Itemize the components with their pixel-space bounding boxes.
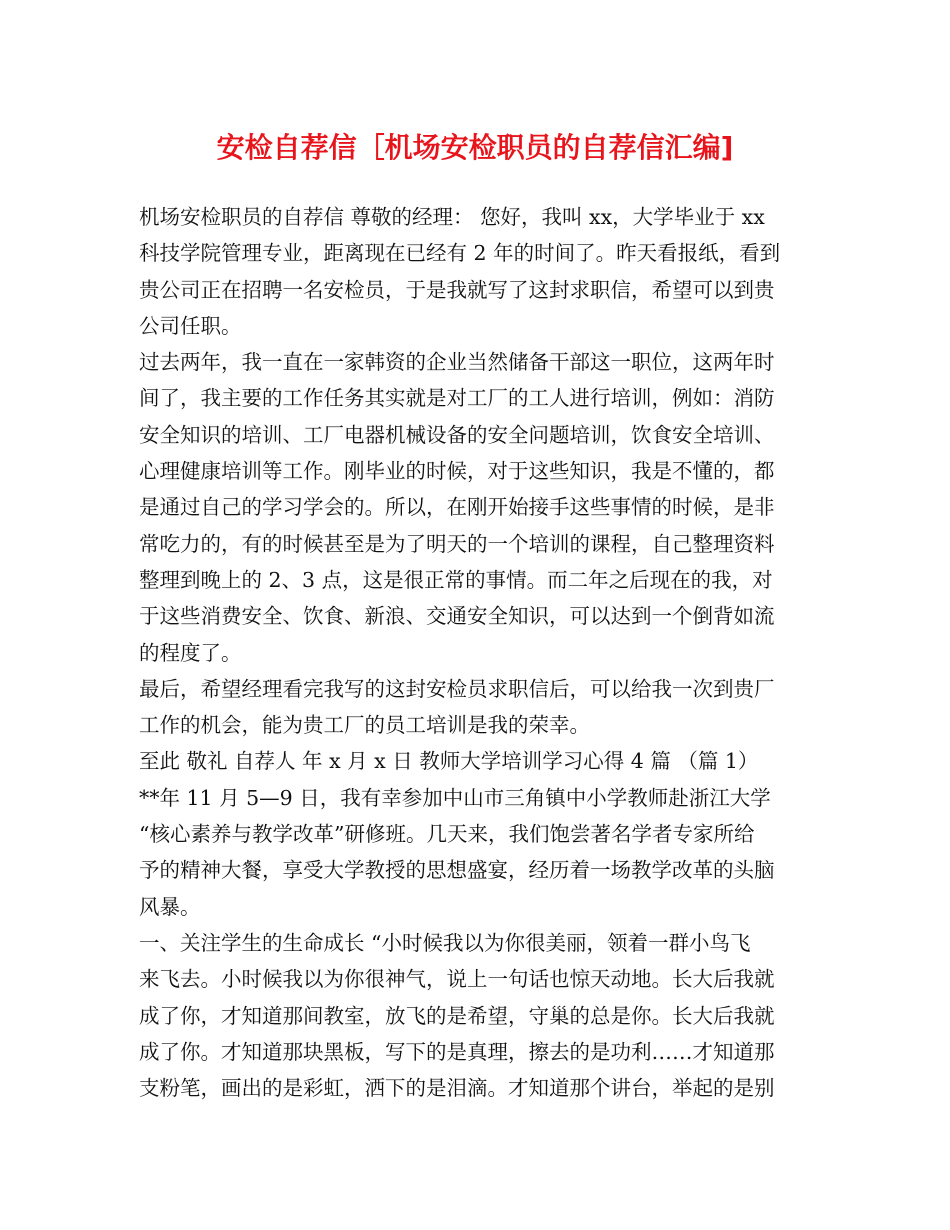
body-line: 公司任职。 bbox=[139, 313, 242, 338]
body-line: 的程度了。 bbox=[139, 640, 242, 665]
body-line: 工作的机会，能为贵工厂的员工培训是我的荣幸。 bbox=[139, 713, 590, 738]
body-line: 机场安检职员的自荐信 尊敬的经理： 您好，我叫 xx，大学毕业于 xx bbox=[139, 205, 765, 229]
body-line: 过去两年，我一直在一家韩资的企业当然储备干部这一职位，这两年时 bbox=[139, 350, 775, 375]
body-line: 成了你，才知道那间教室，放飞的是希望，守巢的总是你。长大后我就 bbox=[139, 1003, 775, 1028]
body-line: 常吃力的，有的时候甚至是为了明天的一个培训的课程，自己整理资料 bbox=[139, 531, 775, 556]
body-line: 科技学院管理专业，距离现在已经有 2 年的时间了。昨天看报纸，看到 bbox=[139, 241, 781, 266]
body-line: **年 11 月 5—9 日，我有幸参加中山市三角镇中小学教师赴浙江大学 bbox=[139, 785, 771, 810]
body-line: 至此 敬礼 自荐人 年 x 月 x 日 教师大学培训学习心得 4 篇 （篇 1） bbox=[139, 749, 759, 774]
body-line: 整理到晚上的 2、3 点，这是很正常的事情。而二年之后现在的我，对 bbox=[139, 567, 773, 592]
body-line: 最后，希望经理看完我写的这封安检员求职信后，可以给我一次到贵厂 bbox=[139, 676, 775, 701]
body-line: “核心素养与教学改革”研修班。几天来，我们饱尝著名学者专家所给 bbox=[139, 822, 755, 847]
body-line: 来飞去。小时候我以为你很神气，说上一句话也惊天动地。长大后我就 bbox=[139, 967, 775, 992]
body-line: 是通过自己的学习学会的。所以，在刚开始接手这些事情的时候，是非 bbox=[139, 495, 775, 520]
body-line: 成了你。才知道那块黑板，写下的是真理，擦去的是功利……才知道那 bbox=[139, 1039, 775, 1064]
body-line: 风暴。 bbox=[139, 894, 201, 919]
body-line: 安全知识的培训、工厂电器机械设备的安全问题培训，饮食安全培训、 bbox=[139, 422, 775, 447]
document-body bbox=[139, 199, 819, 1106]
body-line: 间了，我主要的工作任务其实就是对工厂的工人进行培训，例如：消防 bbox=[139, 386, 775, 411]
body-line: 贵公司正在招聘一名安检员，于是我就写了这封求职信，希望可以到贵 bbox=[139, 277, 775, 302]
body-line: 支粉笔，画出的是彩虹，洒下的是泪滴。才知道那个讲台，举起的是别 bbox=[139, 1076, 775, 1101]
body-line: 心理健康培训等工作。刚毕业的时候，对于这些知识，我是不懂的，都 bbox=[139, 459, 775, 484]
body-line: 于这些消费安全、饮食、新浪、交通安全知识，可以达到一个倒背如流 bbox=[139, 604, 775, 629]
document-title: 安检自荐信［机场安检职员的自荐信汇编] bbox=[216, 131, 734, 164]
body-line: 一、关注学生的生命成长 “小时候我以为你很美丽，领着一群小鸟飞 bbox=[139, 930, 751, 955]
body-line: 予的精神大餐，享受大学教授的思想盛宴，经历着一场教学改革的头脑 bbox=[139, 858, 775, 883]
